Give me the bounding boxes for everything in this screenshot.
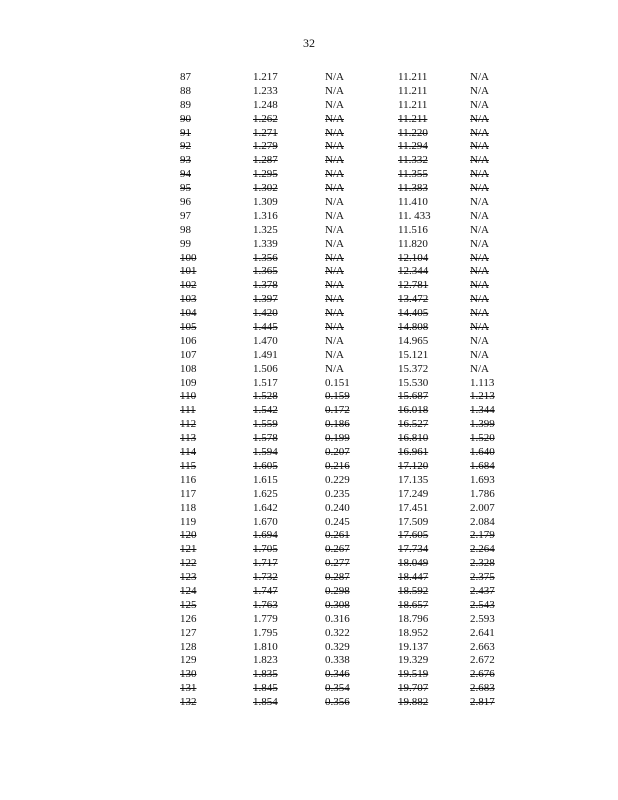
- table-cell: N/A: [325, 223, 344, 236]
- table-cell: 1.279: [253, 140, 278, 153]
- table-cell: 104: [180, 307, 197, 320]
- table-cell: 1.528: [253, 390, 278, 403]
- table-cell: 1.325: [253, 223, 278, 236]
- table-cell: 0.172: [325, 404, 350, 417]
- table-cell: 0.338: [325, 654, 350, 667]
- table-cell: 2.593: [470, 612, 495, 625]
- table-cell: 1.605: [253, 459, 278, 472]
- table-cell: 1.378: [253, 279, 278, 292]
- table-cell: 1.786: [470, 487, 495, 500]
- table-cell: N/A: [470, 265, 489, 278]
- table-cell: N/A: [325, 112, 344, 125]
- table-cell: 14.965: [398, 334, 429, 347]
- table-cell: 1.642: [253, 501, 278, 514]
- table-cell: 0.151: [325, 376, 350, 389]
- table-cell: 0.308: [325, 598, 350, 611]
- table-cell: 1.339: [253, 237, 278, 250]
- table-cell: 101: [180, 265, 197, 278]
- table-cell: 17.120: [398, 459, 429, 472]
- table-cell: N/A: [325, 84, 344, 97]
- table-cell: 127: [180, 626, 197, 639]
- table-cell: 16.810: [398, 432, 429, 445]
- table-cell: N/A: [325, 265, 344, 278]
- table-cell: 18.447: [398, 571, 429, 584]
- table-cell: 19.329: [398, 654, 429, 667]
- table-cell: N/A: [325, 126, 344, 139]
- table-cell: 2.007: [470, 501, 495, 514]
- table-cell: 132: [180, 696, 197, 709]
- table-cell: 1.316: [253, 209, 278, 222]
- table-cell: N/A: [325, 279, 344, 292]
- table-cell: 1.302: [253, 182, 278, 195]
- table-cell: 130: [180, 668, 197, 681]
- table-cell: 11.355: [398, 168, 428, 181]
- table-cell: 11. 433: [398, 209, 431, 222]
- table-cell: 11.220: [398, 126, 428, 139]
- table-cell: 0.267: [325, 543, 350, 556]
- table-cell: 11.820: [398, 237, 428, 250]
- table-cell: 1.578: [253, 432, 278, 445]
- table-cell: 11.211: [398, 71, 428, 83]
- table-cell: 0.216: [325, 459, 350, 472]
- table-cell: 1.810: [253, 640, 278, 653]
- table-cell: N/A: [470, 126, 489, 139]
- table-cell: 99: [180, 237, 191, 250]
- table-cell: 93: [180, 154, 191, 167]
- table-cell: N/A: [470, 237, 489, 250]
- table-cell: 1.445: [253, 321, 278, 334]
- table-cell: 1.732: [253, 571, 278, 584]
- table-cell: 1.763: [253, 598, 278, 611]
- table-cell: 1.835: [253, 668, 278, 681]
- table-cell: 1.248: [253, 98, 278, 111]
- table-cell: 1.262: [253, 112, 278, 125]
- table-cell: N/A: [325, 251, 344, 264]
- table-cell: 11.211: [398, 84, 428, 97]
- table-cell: 110: [180, 390, 197, 403]
- table-cell: N/A: [470, 168, 489, 181]
- table-cell: 1.542: [253, 404, 278, 417]
- table-cell: 2.641: [470, 626, 495, 639]
- table-cell: 2.179: [470, 529, 495, 542]
- table-cell: 1.233: [253, 84, 278, 97]
- table-cell: 129: [180, 654, 197, 667]
- table-cell: 1.309: [253, 196, 278, 209]
- table-cell: 1.344: [470, 404, 495, 417]
- table-cell: N/A: [470, 196, 489, 209]
- table-cell: 1.670: [253, 515, 278, 528]
- table-cell: 1.271: [253, 126, 278, 139]
- table-cell: 19.882: [398, 696, 429, 709]
- table-cell: 1.559: [253, 418, 278, 431]
- table-cell: 2.683: [470, 682, 495, 695]
- table-cell: 113: [180, 432, 197, 445]
- table-cell: 17.605: [398, 529, 429, 542]
- table-cell: 18.592: [398, 584, 429, 597]
- table-cell: 18.657: [398, 598, 429, 611]
- table-cell: 1.594: [253, 446, 278, 459]
- table-cell: 2.543: [470, 598, 495, 611]
- table-cell: 1.625: [253, 487, 278, 500]
- table-cell: 15.121: [398, 348, 429, 361]
- table-cell: 17.509: [398, 515, 429, 528]
- table-cell: 0.346: [325, 668, 350, 681]
- table-cell: 1.397: [253, 293, 278, 306]
- table-cell: 0.186: [325, 418, 350, 431]
- table-cell: N/A: [470, 182, 489, 195]
- table-cell: 1.365: [253, 265, 278, 278]
- table-cell: 1.506: [253, 362, 278, 375]
- table-cell: 87: [180, 71, 191, 83]
- table-cell: 11.211: [398, 98, 428, 111]
- table-cell: 92: [180, 140, 191, 153]
- table-cell: 1.705: [253, 543, 278, 556]
- table-cell: N/A: [325, 237, 344, 250]
- table-cell: 1.640: [470, 446, 495, 459]
- table-cell: N/A: [470, 209, 489, 222]
- table-cell: 106: [180, 334, 197, 347]
- table-cell: N/A: [470, 334, 489, 347]
- table-cell: N/A: [470, 98, 489, 111]
- table-cell: 0.240: [325, 501, 350, 514]
- table-cell: 102: [180, 279, 197, 292]
- table-cell: 124: [180, 584, 197, 597]
- table-cell: N/A: [470, 112, 489, 125]
- table-cell: 2.437: [470, 584, 495, 597]
- table-cell: 2.672: [470, 654, 495, 667]
- table-cell: 125: [180, 598, 197, 611]
- table-cell: 1.615: [253, 473, 278, 486]
- table-cell: 122: [180, 557, 197, 570]
- table-cell: 17.135: [398, 473, 429, 486]
- table-cell: 109: [180, 376, 197, 389]
- table-cell: N/A: [325, 321, 344, 334]
- table-cell: 111: [180, 404, 196, 417]
- table-cell: 119: [180, 515, 197, 528]
- table-cell: N/A: [325, 334, 344, 347]
- table-cell: N/A: [325, 98, 344, 111]
- table-cell: 94: [180, 168, 191, 181]
- table-cell: 0.261: [325, 529, 350, 542]
- table-cell: 11.383: [398, 182, 428, 195]
- table-cell: 100: [180, 251, 197, 264]
- table-cell: N/A: [470, 348, 489, 361]
- table-cell: 95: [180, 182, 191, 195]
- table-cell: 16.018: [398, 404, 429, 417]
- table-cell: 17.734: [398, 543, 429, 556]
- table-cell: 1.113: [470, 376, 495, 389]
- table-cell: 2.375: [470, 571, 495, 584]
- table-cell: 0.229: [325, 473, 350, 486]
- table-cell: 1.399: [470, 418, 495, 431]
- table-cell: N/A: [470, 293, 489, 306]
- table-cell: 19.137: [398, 640, 429, 653]
- table-cell: N/A: [325, 307, 344, 320]
- table-cell: 16.961: [398, 446, 429, 459]
- table-cell: 1.287: [253, 154, 278, 167]
- table-cell: 2.817: [470, 696, 495, 709]
- table-cell: 0.287: [325, 571, 350, 584]
- table-cell: 97: [180, 209, 191, 222]
- table-cell: 121: [180, 543, 197, 556]
- table-cell: 12.781: [398, 279, 429, 292]
- table-cell: 1.845: [253, 682, 278, 695]
- table-cell: 128: [180, 640, 197, 653]
- table-cell: 1.520: [470, 432, 495, 445]
- table-cell: N/A: [325, 348, 344, 361]
- table-cell: 16.527: [398, 418, 429, 431]
- table-cell: 115: [180, 459, 197, 472]
- table-cell: 11.332: [398, 154, 428, 167]
- table-cell: N/A: [325, 182, 344, 195]
- table-cell: 11.211: [398, 112, 428, 125]
- table-cell: 1.684: [470, 459, 495, 472]
- table-cell: 1.213: [470, 390, 495, 403]
- table-cell: N/A: [470, 321, 489, 334]
- table-cell: 2.676: [470, 668, 495, 681]
- table-cell: 0.322: [325, 626, 350, 639]
- table-cell: 96: [180, 196, 191, 209]
- table-cell: 0.354: [325, 682, 350, 695]
- table-cell: 126: [180, 612, 197, 625]
- table-cell: N/A: [470, 223, 489, 236]
- table-cell: N/A: [470, 251, 489, 264]
- table-cell: 11.410: [398, 196, 428, 209]
- table-cell: 0.277: [325, 557, 350, 570]
- table-cell: 2.084: [470, 515, 495, 528]
- table-cell: 11.516: [398, 223, 428, 236]
- table-cell: 1.217: [253, 71, 278, 83]
- table-cell: N/A: [325, 362, 344, 375]
- table-cell: 98: [180, 223, 191, 236]
- table-cell: 116: [180, 473, 197, 486]
- table-cell: 0.159: [325, 390, 350, 403]
- table-cell: 88: [180, 84, 191, 97]
- table-cell: 1.795: [253, 626, 278, 639]
- table-cell: 1.491: [253, 348, 278, 361]
- table-cell: 1.470: [253, 334, 278, 347]
- table-cell: 15.372: [398, 362, 429, 375]
- table-cell: 1.694: [253, 529, 278, 542]
- table-cell: 118: [180, 501, 197, 514]
- page-number: 32: [303, 36, 315, 50]
- table-cell: 0.207: [325, 446, 350, 459]
- table-cell: 18.049: [398, 557, 429, 570]
- table-cell: 15.530: [398, 376, 429, 389]
- table-cell: 103: [180, 293, 197, 306]
- table-cell: N/A: [325, 168, 344, 181]
- table-cell: N/A: [325, 140, 344, 153]
- table-cell: 90: [180, 112, 191, 125]
- table-cell: 14.405: [398, 307, 429, 320]
- table-cell: 131: [180, 682, 197, 695]
- table-cell: 1.693: [470, 473, 495, 486]
- table-cell: 12.344: [398, 265, 429, 278]
- table-cell: 1.517: [253, 376, 278, 389]
- table-cell: 120: [180, 529, 197, 542]
- table-cell: N/A: [470, 71, 489, 83]
- table-cell: N/A: [470, 362, 489, 375]
- table-cell: 114: [180, 446, 197, 459]
- table-cell: 89: [180, 98, 191, 111]
- table-cell: 2.264: [470, 543, 495, 556]
- table-cell: 13.472: [398, 293, 429, 306]
- table-cell: 0.199: [325, 432, 350, 445]
- table-cell: N/A: [470, 279, 489, 292]
- table-cell: 12.104: [398, 251, 429, 264]
- table-cell: 91: [180, 126, 191, 139]
- table-cell: 108: [180, 362, 197, 375]
- table-cell: 1.420: [253, 307, 278, 320]
- table-cell: 19.707: [398, 682, 429, 695]
- table-cell: 1.779: [253, 612, 278, 625]
- table-cell: 11.294: [398, 140, 428, 153]
- table-cell: 1.747: [253, 584, 278, 597]
- table-cell: N/A: [325, 209, 344, 222]
- table-cell: 0.356: [325, 696, 350, 709]
- table-cell: N/A: [325, 154, 344, 167]
- table-cell: N/A: [325, 293, 344, 306]
- table-cell: 19.519: [398, 668, 429, 681]
- table-cell: N/A: [325, 196, 344, 209]
- table-cell: 0.298: [325, 584, 350, 597]
- table-cell: 17.451: [398, 501, 429, 514]
- table-cell: 0.235: [325, 487, 350, 500]
- table-cell: N/A: [470, 154, 489, 167]
- table-cell: 18.796: [398, 612, 429, 625]
- table-cell: 107: [180, 348, 197, 361]
- table-cell: 1.823: [253, 654, 278, 667]
- table-cell: N/A: [470, 140, 489, 153]
- table-cell: 2.663: [470, 640, 495, 653]
- table-cell: 1.717: [253, 557, 278, 570]
- table-cell: 0.329: [325, 640, 350, 653]
- table-cell: 1.854: [253, 696, 278, 709]
- table-cell: N/A: [470, 307, 489, 320]
- table-cell: 15.687: [398, 390, 429, 403]
- table-cell: 17.249: [398, 487, 429, 500]
- table-cell: 105: [180, 321, 197, 334]
- table-cell: 0.245: [325, 515, 350, 528]
- table-cell: 117: [180, 487, 197, 500]
- table-cell: 2.328: [470, 557, 495, 570]
- table-cell: 1.295: [253, 168, 278, 181]
- table-cell: 14.808: [398, 321, 429, 334]
- table-cell: N/A: [470, 84, 489, 97]
- table-cell: 1.356: [253, 251, 278, 264]
- table-cell: 0.316: [325, 612, 350, 625]
- table-cell: 112: [180, 418, 197, 431]
- table-cell: N/A: [325, 71, 344, 83]
- table-cell: 18.952: [398, 626, 429, 639]
- table-cell: 123: [180, 571, 197, 584]
